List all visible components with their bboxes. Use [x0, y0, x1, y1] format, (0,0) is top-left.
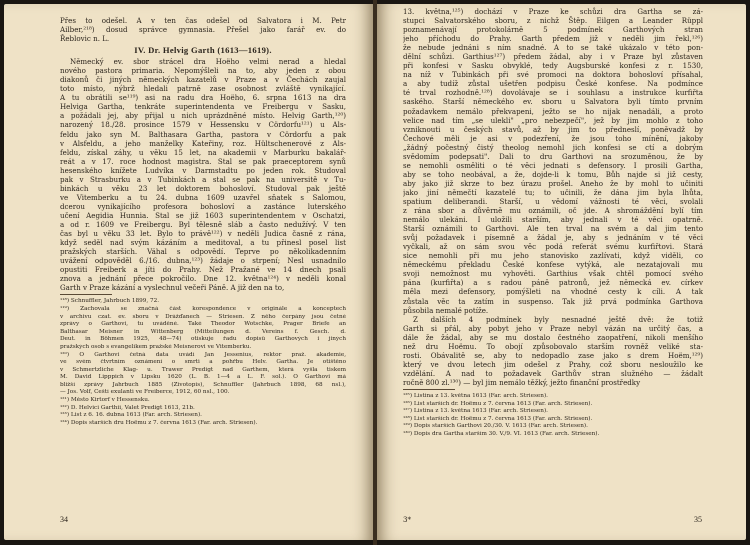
text-line: nemálo ulekáni. I uložili starším, aby jednali v té věci opatrně. — [403, 215, 703, 225]
text-line: Garth si přál, aby pobyt jeho v Praze nebyl vázán na určitý čas, a — [403, 323, 703, 333]
text-line: svědomím podepsati". Dali to dru Garthovi na srozuměnou, že by — [403, 151, 703, 161]
text-line: diakonů či jiných německých kazatelů v Praze a v Čechách zaujal — [60, 75, 346, 85]
footnote-line: ve svém čtvrtním oznámení o smrti a pohřbu Helv. Gartha. Je otištěno — [60, 359, 346, 366]
left-intro-paragraph — [60, 16, 346, 43]
text-line: pak v Strasburku a v Tubinkách a stal se pak na universitě v Tu- — [60, 174, 346, 184]
text-line: „žádný počestný čistý theolog nemohl jich konfesi se ctí a dobrým — [403, 142, 703, 152]
footnote-line: ¹²²) D. Helvici Garthii, Valet Predigt 1613, 21b. — [60, 404, 195, 411]
text-line: velice nad tím „se ulekli" „pro nebezpečí", jež by jim mohlo z toho — [403, 115, 703, 125]
text-line: znova a jednání přece pokročilo. Dne 12. května¹²⁴) v neděli konal — [60, 274, 346, 284]
text-line: uvážení odpověděl 6./16. dubna,¹²³) žádaje o strpení; Nesl usnadnilo — [60, 256, 346, 266]
text-line: spatium deliberandi. Starší, u vědomí vážnosti té věci, svolali — [403, 196, 703, 206]
text-line: narozený 18./28. prosince 1579 v Hessensku v Cördorfu¹²¹) u Als- — [60, 120, 346, 130]
text-line: při konfesi v Sasku obvyklé, tedy Augsburské konfesi z r. 1530, — [403, 61, 703, 71]
footnote-line: ¹²⁰) O Garthovi četná data uvádí Jan Jessenius, rektor praž. akademie, — [60, 351, 346, 358]
left-page — [4, 4, 373, 540]
text-line: dále že žádal, aby se mu dostalo čestného zaopatření, nikoli menšího — [403, 332, 703, 342]
text-line: reát a v 17. roce hodnost magistra. Stal se pak praeceptorem synů — [60, 156, 346, 166]
page-number-right: 35 — [694, 515, 702, 524]
footnote-line: ¹²³) List z 6. 16. dubna 1613 (Far. arch. Striesen). — [60, 412, 202, 419]
text-line: svoji nemožnost mu vyhověti. Garthius však chtěl pomocí svého — [403, 269, 703, 279]
footnote-line: pražských osob s evangelíkem pražské Meisnerovi ve Vitemberku. — [60, 343, 252, 350]
text-line: jako jiní němečtí kazatelé tu; to učinili, že dána jim byla lhůta, — [403, 187, 703, 197]
text-line: binkách u věku 23 let doktorem bohosloví. Studoval pak ještě — [60, 183, 346, 193]
text-line: Z dalších 4 podmínek byly nesnadné ještě dvě: že totiž — [413, 314, 703, 324]
text-line: aby jako již skrze to bez úrazu prošel. Aneho že by mohl to učiniti — [403, 178, 703, 188]
footnote-rule — [403, 389, 455, 390]
text-line: opustiti Freiberk a jíti do Prahy. Než Pražané ve 14 dnech psali — [60, 265, 346, 275]
text-line: na níž v Tubinkách při své promoci na doktora bohosloví přísahal, — [403, 70, 703, 80]
text-line: se nemohli osměliti o té věci jednati s defensory. I prosili Gartha, — [403, 160, 703, 170]
text-line: ročně 800 zl.¹³⁰) — byl jim nemálo těžký, ježto finanční prostředky — [403, 377, 641, 387]
text-line: měla mezi defensory, pomýšleti na vhodné cesty k cíli. A tak — [403, 287, 703, 297]
text-line: nového pastora primaria. Nepomýšleli na to, aby jeden z obou — [60, 66, 346, 76]
text-line: když seděl nad svým kázáním a meditoval, a tu přinesl posel list — [60, 238, 346, 248]
text-line: aby se toho neobával, a že, dojde-li k tomu, Bůh najde si již cesty, — [403, 169, 703, 179]
footnote-line: Balthasar Meisner in Wittenberg (Mitteilungen d. Vereins f. Gesch. d. — [60, 328, 346, 335]
text-line: feldu jako syn M. Balthasara Gartha, pastora v Cördorfu a pak — [60, 129, 346, 139]
text-line: Helviga Gartha, tenkráte superintendenta ve Freibergu v Sasku, — [60, 102, 346, 112]
text-line: svůj požadavek i písemně a žádal je, aby s jednáním v té věci — [403, 233, 703, 243]
text-line: saského. Starší německého ev. sboru u Salvatora byli tímto prvním — [403, 97, 703, 107]
footnote-line: zprávy o Garthovi, tu uváděné. Také Theodor Wotschke, Prager Briefe an — [60, 321, 346, 328]
text-line: rosti. Obávalitě se, aby to nedopadlo zase jako s drem Hoëm,¹²⁹) — [403, 350, 703, 360]
left-footnotes — [60, 298, 346, 427]
text-line: poznamenávají protokolárně 5 podmínek Garthových stran — [403, 25, 703, 35]
left-text-block — [60, 16, 346, 427]
footnote-line: ¹²⁴) Dopis starších dru Hoëmu z 7. června 1613 (Far. arch. Striesen). — [60, 419, 258, 426]
text-line: požadavkem nemálo překvapeni, ježto se ho nijak nenadáli, a proto — [403, 106, 703, 116]
footnote-line: ¹³⁰) Dopis dra Gartha starším 30. V./9. VI. 1613 (Far. arch. Striesen). — [403, 430, 600, 437]
text-line: německému překladu České konfese vytýká, ale nezatajovali mu — [403, 260, 703, 270]
text-line: z rána sbor a důvěrně mu oznámili, oč jde. A shromáždění bylí tím — [403, 206, 703, 216]
text-line: a aby tudíž zůstal ušetřen podpisu České konfese. Na podmínce — [403, 79, 703, 89]
text-line: působila nemalé potíže. — [403, 305, 489, 315]
footnote-line: ¹²⁵) Listina z 13. května 1613 (Far. arch. Striesen). — [403, 392, 548, 399]
text-line: Čechové měli je asi v podezření, že jsou toho mínění, jakoby — [403, 133, 703, 143]
text-line: pražských starších. Váhal s odpovědí. Teprve po několikadenním — [60, 247, 346, 257]
text-line: jeho příchodu do Prahy. Garth předem již v neděli jim řekl,¹²⁶) — [403, 34, 703, 44]
text-line: že nebude jednáni s ním snadné. A to se také ukázalo v této pon- — [403, 43, 703, 53]
text-line: toto místo, nýbrž hledali patrně zase osobnost zvláště vynikající. — [60, 84, 346, 94]
text-line: Ailber,²¹⁸) dosud správce gymnasia. Přešel jako farář ev. do — [60, 25, 346, 35]
footnote-line: Deut. in Böhmen 1925, 48—74) otiskuje řadu dopisů Garthových i jiných — [60, 336, 346, 343]
footnote-line: ¹¹⁸) Schnuffler, Jahrbuch 1899, 72. — [60, 298, 160, 305]
text-line: vyčkali, až on sám svou věc podá referát svému kurfiřtovi. Stará — [403, 242, 703, 252]
footnote-line: — Jos. Volf, Čeští exulanti ve Freiberce, 1912, 60 nsl., 100. — [60, 389, 230, 396]
text-line: Přes to odešel. A v ten čas odešel od Salvatora i M. Petr — [60, 16, 346, 25]
footnote-line: ¹²¹) Město Kirtorf v Hessensku. — [60, 397, 150, 404]
text-line: dcerou vynikajícího profesora bohosloví a zastánce luterského — [60, 201, 346, 211]
footnote-line: ¹¹⁹) Zachovala se značná část korespondence v originále a konceptech — [60, 305, 346, 312]
footnote-line: ¹²⁷) Listina z 13. května 1613 (Far. arch. Striesen). — [403, 408, 548, 415]
text-line: hesenského knížete Ludvíka v Darmstadtu po jeden rok. Studoval — [60, 165, 346, 175]
page-number-left: 34 — [60, 515, 68, 524]
footnote-line: v Schmertzliche Klag- u. Trawer Predigt nad Garthem, která vyšla tiskem — [60, 366, 346, 373]
footnote-line: ¹²⁸) List starších dr. Hoëmu z 7. června 1613 (Far. arch. Striesen). — [403, 415, 593, 422]
text-line: stupci Salvatorského sboru, z nichž Štěp. Eilgen a Leander Rüppl — [403, 16, 703, 26]
footnote-line: ¹²⁹) Dopis starších Garthovi 20./30. V. 1613 (Far. arch. Striesen). — [403, 423, 588, 430]
footnote-line: ¹²⁶) List starších dr. Hoëmu z 7. června 1613 (Far. arch. Striesen). — [403, 400, 593, 407]
text-line: vzniknouti u českých stavů, až by jim to předneslí, poněvadž by — [403, 124, 703, 134]
text-line: 13. května,¹²⁵) dochází v Praze ke schůzi dra Gartha se zá- — [403, 7, 703, 16]
footnote-line: M. David Lipppich v Lipsku 1620 (L. B. 1—4 a L. F. sol.). O Garthovi má — [60, 374, 346, 381]
text-line: než dru Hoëmu. To obojí způsobovalo starším rovněž veliké sta- — [403, 341, 703, 351]
text-line: feldu, získal záhy, u věku 15 let, na akademii v Marburku bakalář- — [60, 147, 346, 157]
text-line: a od r. 1609 ve Freibergu. Byl tělesně sláb a často nedužívý. V ten — [60, 219, 346, 229]
right-text-block — [403, 7, 703, 439]
text-line: čas byl u věku 33 let. Bylo to právě¹²²) v neděli Judica časně z rána, — [60, 229, 346, 239]
text-line: učení Aegidia Hunnia. Stal se již 1603 superintendentem v Oschatzi, — [60, 210, 346, 220]
text-line: vzdělání. A nad to požadavek Garthův stran služného — žádalt — [403, 368, 703, 378]
text-line: který ve dvou letech jim odešel z Prahy, což sboru nesloužilo ke — [403, 359, 703, 369]
right-footnotes — [403, 393, 703, 439]
chapter-heading: IV. Dr. Helvig Garth (1613—1619). — [134, 45, 272, 56]
text-line: dělní schůzi. Garthius¹²⁷) předem žádal, aby i v Praze byl zůstaven — [403, 52, 703, 62]
text-line: Řeblovic n. L. — [60, 34, 110, 44]
text-line: ve Vitemberku a tu 24. dubna 1609 uzavřel sňatek s Salomou, — [60, 192, 346, 202]
right-body-text — [403, 7, 703, 387]
footnote-line: bližší zprávy Jahrbuch 1885 (Životopis), Schnuffler (Jahrbuch 1898, 68 nsl.), — [60, 381, 346, 388]
left-body-text — [60, 57, 346, 292]
text-line: sice nemohli při mu jeho stanovisko zazlívati, když viděli, co — [403, 251, 703, 261]
text-line: A tu obrátili se¹¹⁹) asi na radu dra Hoëho, 6. srpna 1613 na dra — [60, 93, 346, 103]
signature-mark: 3* — [403, 516, 411, 524]
text-line: a požádali jej, aby přijal u nich uprázdněné místo. Helvig Garth,¹²⁰) — [60, 111, 346, 121]
text-line: Garth v Praze kázání a vyslechnul večeři Páně. A již den na to, — [60, 283, 285, 293]
text-line: Starší oznámili to Garthovi. Ale ten trval na svém a dal jim tento — [403, 224, 703, 234]
right-page — [377, 4, 746, 540]
text-line: té trval rozhodně.¹²⁸) dovolávaje se i souhlasu a instrukce kurfiřta — [403, 88, 703, 98]
text-line: v Alsfeldu, a jeho manželky Kateřiny, roz. Hültschenerové z Als- — [60, 138, 346, 148]
footnote-rule — [60, 294, 112, 295]
text-line: zůstala věc ta zatím in suspenso. Tak již prvá podmínka Garthova — [403, 296, 703, 306]
text-line: pána (kurfiřta) a s radou páně patronů, jež německá ev. církev — [403, 278, 703, 288]
text-line: Německý ev. sbor strácel dra Hoëho velmi nerad a hledal — [70, 57, 346, 67]
footnote-line: v archivu czat. ev. sboru v Drážďanech — Striesen. Z něho čerpány jsou četné — [60, 313, 346, 320]
